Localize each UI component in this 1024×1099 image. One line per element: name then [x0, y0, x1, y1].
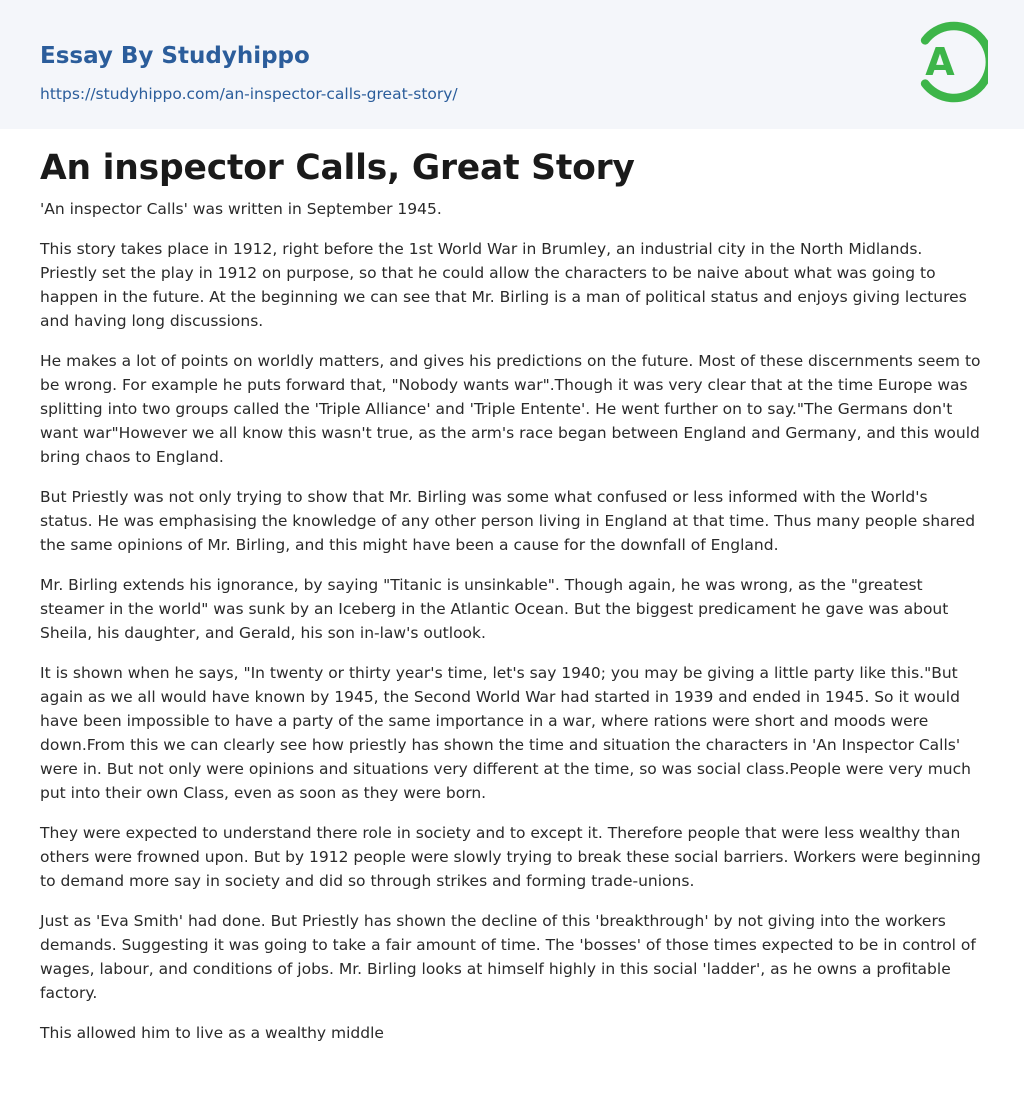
essay-paragraph: Just as 'Eva Smith' had done. But Priestly has shown the decline of this 'breakthrough' by not giving into the workers demands. Suggesting it was going to take a fair amount of time. The 'bosses' of those times expected to be in control of wages, labour, and conditions of jobs. Mr. Birling looks at himself highly in this social 'ladder', as he owns a profitable factory. [40, 912, 976, 1002]
site-title[interactable]: Essay By Studyhippo [40, 43, 310, 69]
studyhippo-logo-icon[interactable] [910, 17, 988, 107]
page-url-link[interactable]: https://studyhippo.com/an-inspector-calls-great-story/ [40, 85, 458, 103]
essay-paragraph: Mr. Birling extends his ignorance, by saying "Titanic is unsinkable". Though again, he was wrong, as the "greatest steamer in the world" was sunk by an Iceberg in the Atlantic Ocean. But the biggest predicament he gave was about Sheila, his daughter, and Gerald, his son in-law's outlook. [40, 576, 949, 642]
essay-content [0, 129, 1024, 1045]
essay-paragraph: This allowed him to live as a wealthy middle [40, 1024, 384, 1042]
essay-paragraph: 'An inspector Calls' was written in September 1945. [40, 200, 442, 218]
essay-paragraph: He makes a lot of points on worldly matters, and gives his predictions on the future. Most of these discernments seem to be wrong. For example he puts forward that, "Nobody wants war".Though it was very clear that at the time Europe was splitting into two groups called the 'Triple Alliance' and 'Triple Entente'. He went further on to say."The Germans don't want war"However we all know this wasn't true, as the arm's race began between England and Germany, and this would bring chaos to England. [40, 352, 981, 466]
site-header [0, 0, 1024, 129]
essay-paragraph: But Priestly was not only trying to show that Mr. Birling was some what confused or less informed with the World's status. He was emphasising the knowledge of any other person living in England at that time. Thus many people shared the same opinions of Mr. Birling, and this might have been a cause for the downfall of England. [40, 488, 976, 554]
essay-paragraph: They were expected to understand there role in society and to except it. Therefore people that were less wealthy than others were frowned upon. But by 1912 people were slowly trying to break these social barriers. Workers were beginning to demand more say in society and did so through strikes and forming trade-unions. [40, 824, 981, 890]
essay-paragraph: It is shown when he says, "In twenty or thirty year's time, let's say 1940; you may be giving a little party like this."But again as we all would have known by 1945, the Second World War had started in 1939 and ended in 1945. So it would have been impossible to have a party of the same importance in a war, where rations were short and moods were down.From this we can clearly see how priestly has shown the time and situation the characters in 'An Inspector Calls' were in. But not only were opinions and situations very different at the time, so was social class.People were very much put into their own Class, even as soon as they were born. [40, 664, 971, 802]
logo-letter: A [925, 40, 955, 84]
essay-title: An inspector Calls, Great Story [40, 148, 635, 188]
essay-paragraph: This story takes place in 1912, right before the 1st World War in Brumley, an industrial city in the North Midlands. Priestly set the play in 1912 on purpose, so that he could allow the characters to be naive about what was going to happen in the future. At the beginning we can see that Mr. Birling is a man of political status and enjoys giving lectures and having long discussions. [40, 240, 967, 330]
